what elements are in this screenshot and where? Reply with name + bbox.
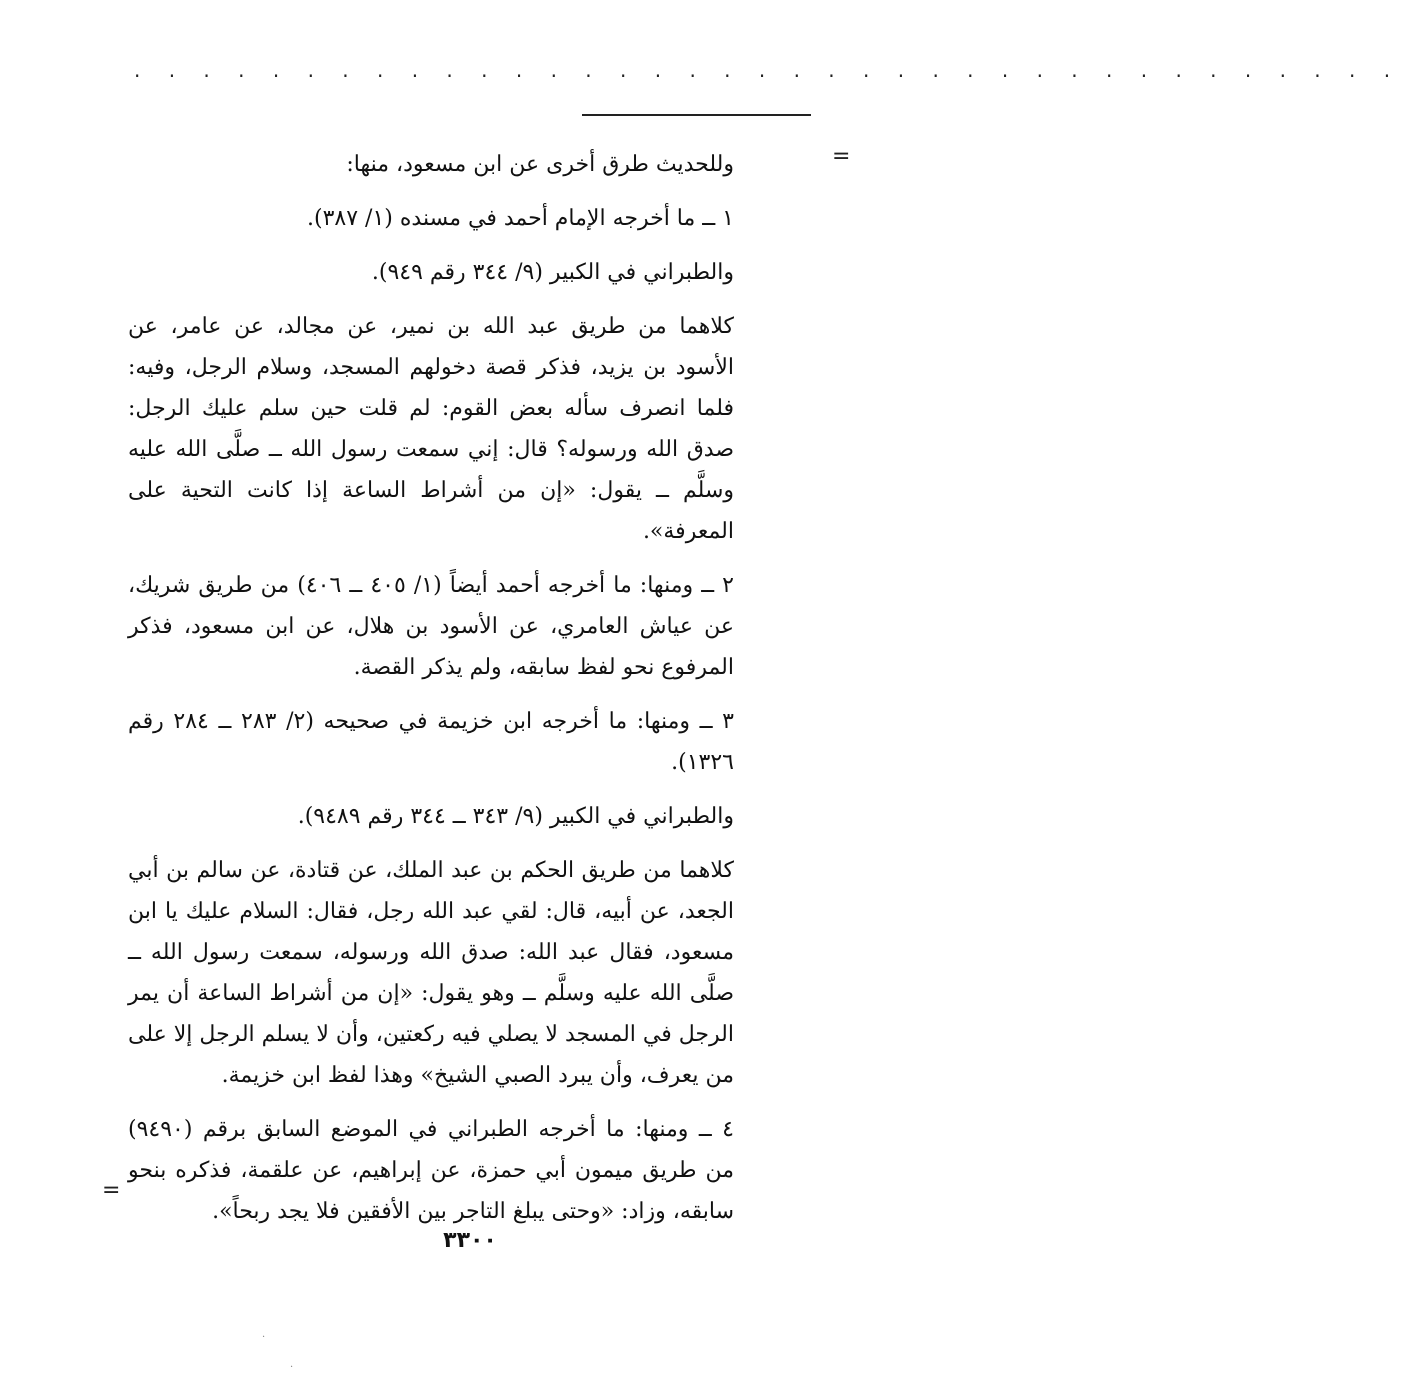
header-dotted-line: · · · · · · · · · · · · · · · · · · · · · · · · · · · · · · · · · · · · ·	[134, 64, 1401, 88]
header-rule	[582, 114, 811, 116]
page-number: ٣٣٠٠	[443, 1228, 497, 1253]
page-body	[128, 144, 734, 1245]
paragraph-item-4: ٤ ــ ومنها: ما أخرجه الطبراني في الموضع السابق برقم (٩٤٩٠) من طريق ميمون أبي حمزة، عن إبراهيم، عن علقمة، فذكره بنحو سابقه، وزاد: «وحتى يبلغ التاجر بين الأفقين فلا يجد ربحاً».	[128, 1117, 734, 1224]
scan-speck: ·	[262, 1332, 266, 1343]
paragraph-tabarani-2: والطبراني في الكبير (٩/ ٣٤٣ ــ ٣٤٤ رقم ٩٤٨٩).	[297, 804, 734, 829]
paragraph-item-1: ١ ــ ما أخرجه الإمام أحمد في مسنده (١/ ٣٨٧).	[307, 206, 734, 231]
paragraph-intro: وللحديث طرق أخرى عن ابن مسعود، منها:	[346, 152, 734, 177]
continuation-mark-bottom: =	[102, 1178, 121, 1203]
paragraph-item-3: ٣ ــ ومنها: ما أخرجه ابن خزيمة في صحيحه (٢/ ٢٨٣ ــ ٢٨٤ رقم ١٣٢٦).	[128, 709, 734, 775]
paragraph-chain-1: كلاهما من طريق عبد الله بن نمير، عن مجالد، عن عامر، عن الأسود بن يزيد، فذكر قصة دخولهم المسجد، وسلام الرجل، وفيه: فلما انصرف سأله بعض القوم: لم قلت حين سلم عليك الرجل: صدق الله ورسوله؟ قال: إني سمعت رسول الله ــ صلَّى الله عليه وسلَّم ــ يقول: «إن من أشراط الساعة إذا كانت التحية على المعرفة».	[128, 314, 734, 544]
paragraph-item-2: ٢ ــ ومنها: ما أخرجه أحمد أيضاً (١/ ٤٠٥ ــ ٤٠٦) من طريق شريك، عن عياش العامري، عن الأسود بن هلال، عن ابن مسعود، فذكر المرفوع نحو لفظ سابقه، ولم يذكر القصة.	[128, 573, 734, 680]
continuation-mark-top: =	[832, 144, 851, 169]
scan-speck: ·	[290, 1362, 294, 1373]
paragraph-tabarani-1: والطبراني في الكبير (٩/ ٣٤٤ رقم ٩٤٩).	[371, 260, 734, 285]
paragraph-chain-2: كلاهما من طريق الحكم بن عبد الملك، عن قتادة، عن سالم بن أبي الجعد، عن أبيه، قال: لقي عبد الله رجل، فقال: السلام عليك يا ابن مسعود، فقال عبد الله: صدق الله ورسوله، سمعت رسول الله ــ صلَّى الله عليه وسلَّم ــ وهو يقول: «إن من أشراط الساعة أن يمر الرجل في المسجد لا يصلي فيه ركعتين، وأن لا يسلم الرجل إلا على من يعرف، وأن يبرد الصبي الشيخ» وهذا لفظ ابن خزيمة.	[128, 858, 734, 1088]
